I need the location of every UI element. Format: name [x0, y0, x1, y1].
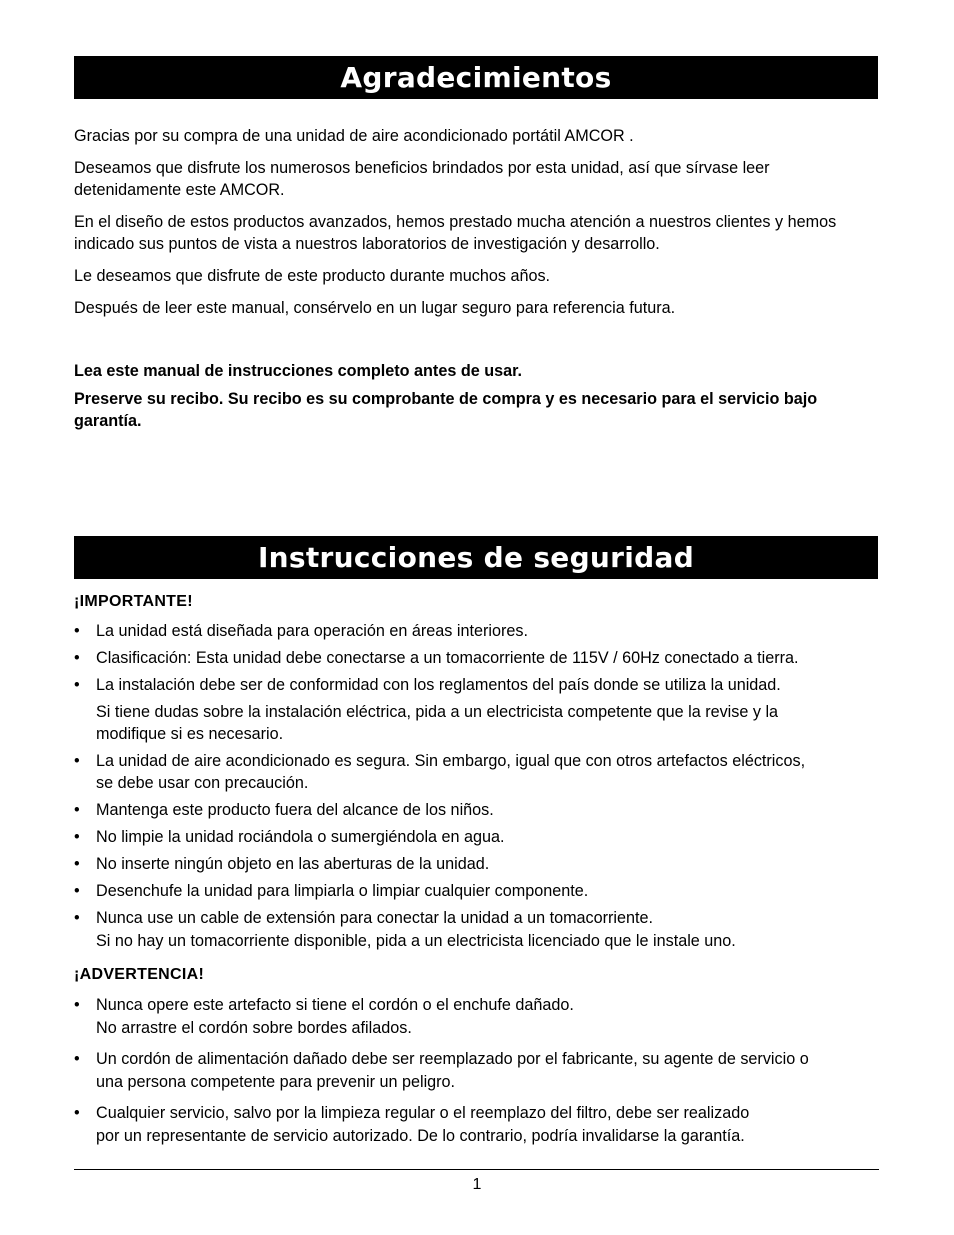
paragraph-keep-manual: Después de leer este manual, consérvelo en un lugar seguro para referencia futura.: [74, 299, 676, 317]
warning-heading: ¡ADVERTENCIA!: [74, 966, 205, 983]
list-item-text: Nunca opere este artefacto si tiene el cordón o el enchufe dañado.: [96, 996, 574, 1014]
warning-list: [74, 994, 874, 1147]
section-title-agradecimientos: Agradecimientos: [74, 56, 878, 99]
bullet-icon: •: [74, 676, 80, 694]
list-item-text: por un representante de servicio autorizado. De lo contrario, podría invalidarse la garantía.: [96, 1126, 745, 1145]
paragraph-enjoy-benefits: Deseamos que disfrute los numerosos beneficios brindados por esta unidad, así que sírvase leer detenidamente este AMCOR.: [74, 159, 770, 199]
list-item-text: La unidad está diseñada para operación en áreas interiores.: [96, 622, 528, 640]
section-title-safety: Instrucciones de seguridad: [74, 536, 878, 579]
list-item-text: Cualquier servicio, salvo por la limpieza regular o el reemplazo del filtro, debe ser realizado: [96, 1104, 750, 1122]
bullet-icon: •: [74, 909, 80, 927]
list-item-text: Clasificación: Esta unidad debe conectarse a un tomacorriente de 115V / 60Hz conectado a tierra.: [96, 649, 799, 667]
list-item: [74, 994, 874, 1039]
list-item: [74, 826, 874, 849]
bullet-icon: •: [74, 1050, 80, 1068]
list-item-text: Mantenga este producto fuera del alcance de los niños.: [96, 801, 494, 819]
list-item-text: una persona competente para prevenir un peligro.: [96, 1072, 456, 1091]
note-preserve-receipt: Preserve su recibo. Su recibo es su comprobante de compra y es necesario para el servicio bajo garantía.: [74, 390, 818, 430]
list-item: [74, 1048, 874, 1093]
list-item: [74, 620, 874, 643]
list-item-text: se debe usar con precaución.: [96, 774, 309, 792]
footer-divider: [74, 1169, 879, 1170]
bullet-icon: •: [74, 855, 80, 873]
bullet-icon: •: [74, 828, 80, 846]
list-item: [74, 907, 874, 952]
list-item: [74, 853, 874, 876]
list-item-text: Desenchufe la unidad para limpiarla o limpiar cualquier componente.: [96, 882, 589, 900]
list-item-text: Nunca use un cable de extensión para conectar la unidad a un tomacorriente.: [96, 909, 654, 927]
page-number: 1: [472, 1176, 482, 1193]
list-item-text: La instalación debe ser de conformidad con los reglamentos del país donde se utiliza la unidad.: [96, 676, 781, 694]
list-item-text: Un cordón de alimentación dañado debe ser reemplazado por el fabricante, su agente de servicio o: [96, 1050, 809, 1068]
paragraph-thanks: Gracias por su compra de una unidad de aire acondicionado portátil AMCOR .: [74, 127, 634, 145]
list-item: [74, 1102, 874, 1147]
list-item: [74, 750, 874, 795]
list-item: [74, 880, 874, 903]
list-item-text: modifique si es necesario.: [96, 725, 284, 743]
note-read-manual: Lea este manual de instrucciones completo antes de usar.: [74, 362, 523, 380]
bullet-icon: •: [74, 882, 80, 900]
list-item-text: No arrastre el cordón sobre bordes afilados.: [96, 1018, 412, 1037]
list-item-text: La unidad de aire acondicionado es segura. Sin embargo, igual que con otros artefactos eléctricos,: [96, 751, 806, 770]
bullet-icon: •: [74, 751, 80, 770]
list-item: [74, 674, 874, 697]
list-item-text: Si no hay un tomacorriente disponible, pida a un electricista licenciado que le instale uno.: [96, 931, 736, 950]
list-item: [74, 799, 874, 822]
bullet-icon: •: [74, 996, 80, 1014]
bullet-icon: •: [74, 1104, 80, 1122]
paragraph-design: En el diseño de estos productos avanzados, hemos prestado mucha atención a nuestros clientes y hemos indicado sus puntos de vista a nuestros laboratorios de investigación y desarrollo.: [74, 213, 837, 253]
bullet-icon: •: [74, 801, 80, 819]
list-item-text: Si tiene dudas sobre la instalación eléctrica, pida a un electricista competente que la revise y la: [96, 702, 779, 721]
list-item-text: No limpie la unidad rociándola o sumergiéndola en agua.: [96, 828, 505, 846]
list-item: [74, 647, 874, 670]
paragraph-wishes: Le deseamos que disfrute de este producto durante muchos años.: [74, 267, 551, 285]
list-item-text: No inserte ningún objeto en las aberturas de la unidad.: [96, 855, 490, 873]
list-item: [74, 701, 874, 746]
important-heading: ¡IMPORTANTE!: [74, 593, 193, 610]
bullet-icon: •: [74, 622, 80, 640]
important-list: [74, 620, 874, 952]
bullet-icon: •: [74, 649, 80, 667]
